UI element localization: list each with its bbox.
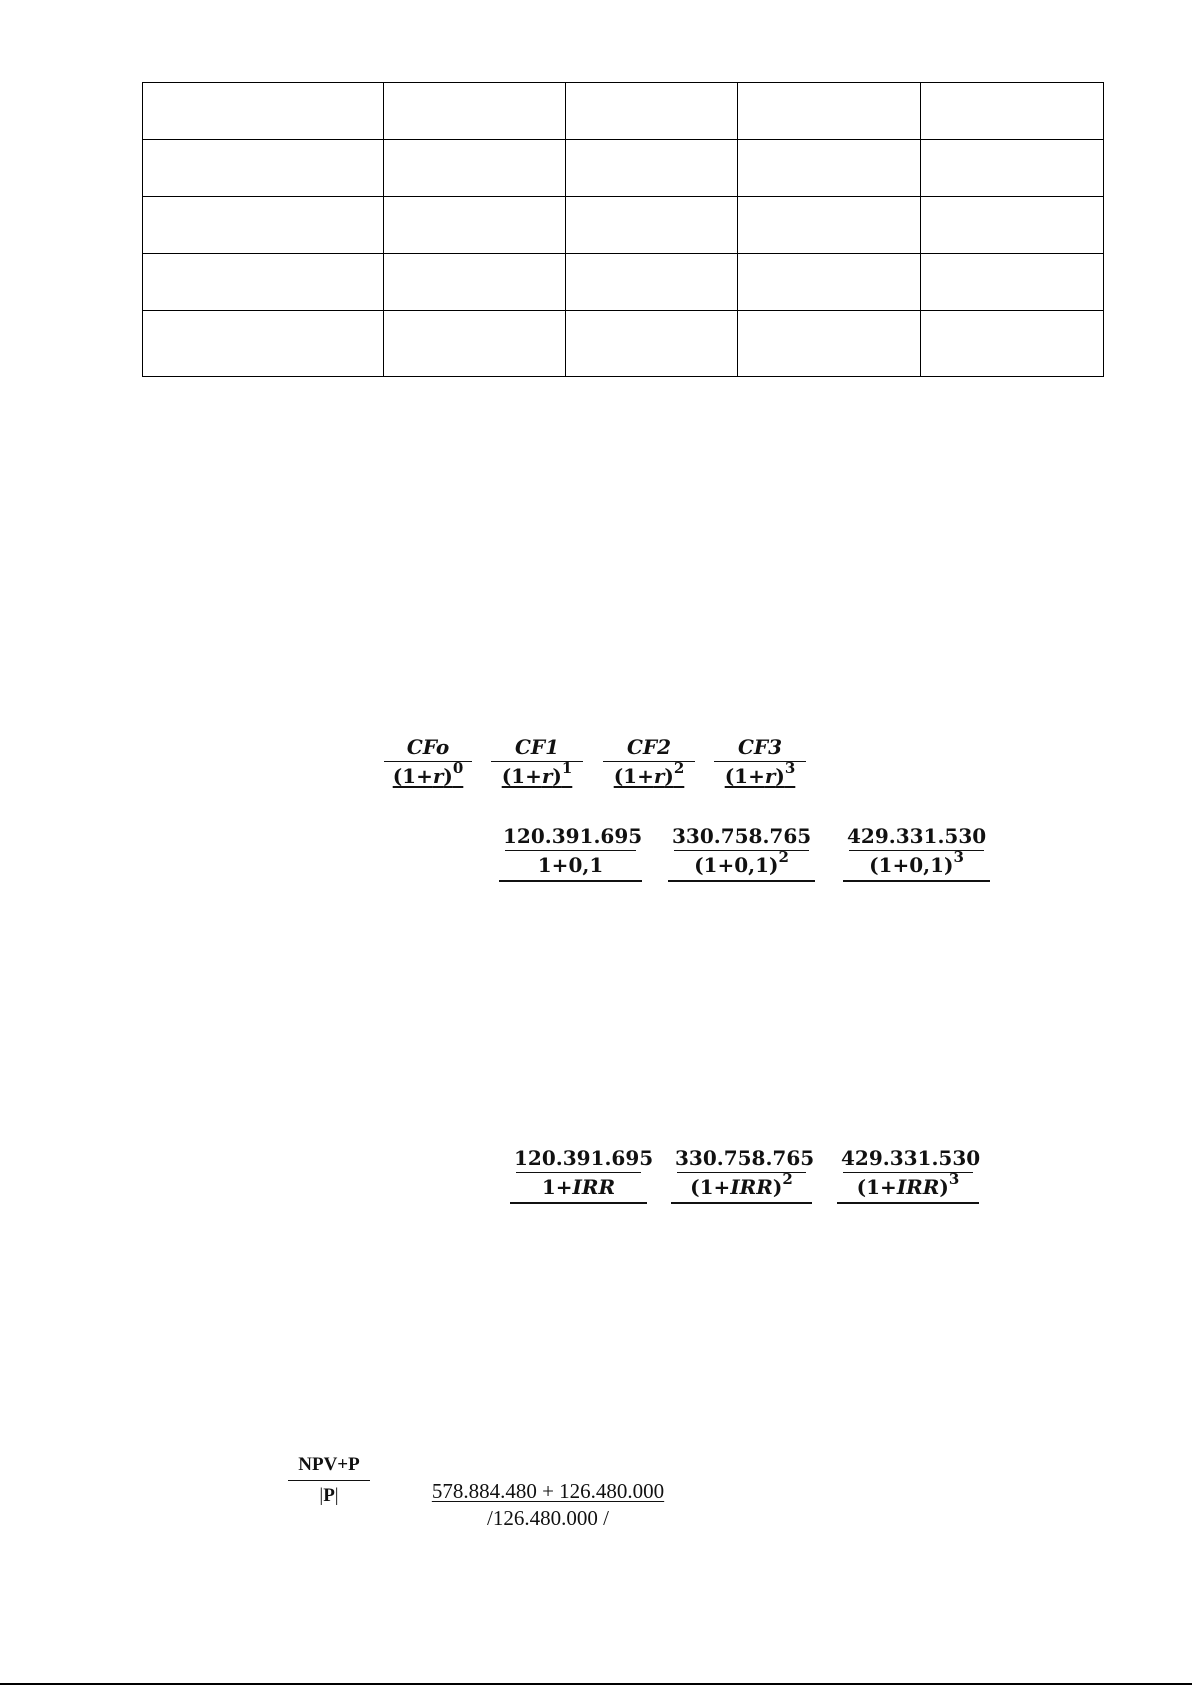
profitability-index-calculation [414,1478,682,1532]
term-numerator: 330.758.765 [675,1146,815,1170]
profitability-index-formula [288,1452,370,1509]
table-cell [921,140,1104,197]
term-denominator [603,759,695,790]
term-denominator [510,1173,647,1201]
den-close: ) [552,764,562,788]
den-var: r [541,764,553,788]
term-numerator: CFo [406,735,450,759]
table-cell [143,140,384,197]
page-bottom-rule [0,1683,1192,1685]
den-base: (1+ [501,764,542,788]
npv-term-cf0 [384,733,472,790]
abs-close: | [334,1485,339,1506]
table-row [143,197,1104,254]
empty-data-table [142,82,1104,377]
table-cell [566,83,738,140]
table-cell [143,197,384,254]
term-denominator [671,1170,812,1201]
table-cell [384,83,566,140]
table-cell [143,311,384,377]
den-pre: (1+ [856,1175,897,1199]
term-underline [499,880,642,882]
npv-term-cf1 [491,733,583,790]
den-post: ) [772,1175,783,1199]
term-numerator: CF2 [626,735,672,759]
irr-sub-term-2 [671,1144,815,1204]
den-base: (1+ [392,764,433,788]
den-close: ) [443,764,453,788]
table-cell [143,254,384,311]
table-cell [384,140,566,197]
exponent: 3 [948,1170,960,1189]
abs-var: P [323,1485,335,1506]
table-row [143,311,1104,377]
table-cell [921,197,1104,254]
term-underline [510,1202,647,1204]
table-cell [566,311,738,377]
term-denominator [837,1170,979,1201]
term-numerator: CF3 [737,735,783,759]
pi-numerator: NPV+P [298,1454,360,1475]
exponent: 2 [782,1170,793,1189]
exponent: 3 [953,848,964,867]
npv-sub-term-2 [668,822,815,882]
term-denominator [384,759,472,790]
term-numerator: 330.758.765 [672,824,812,848]
term-denominator [668,848,815,879]
term-underline [843,880,990,882]
den-pre: 1+ [541,1175,573,1199]
den-var: r [432,764,444,788]
den-pre: (1+ [690,1175,731,1199]
table-cell [921,254,1104,311]
term-numerator: CF1 [514,735,560,759]
term-underline [668,880,815,882]
term-numerator: 429.331.530 [841,1146,981,1170]
irr-sub-term-3 [837,1144,979,1204]
den-var: r [764,764,776,788]
term-underline [671,1202,812,1204]
npv-sub-term-1 [499,822,642,882]
table-row [143,254,1104,311]
pi-calc-denominator: /126.480.000 / [487,1506,609,1530]
table-cell [384,311,566,377]
den-text: 1+0,1 [537,853,604,877]
term-denominator [714,759,806,790]
fraction-bar [288,1480,370,1481]
exponent: 1 [561,759,573,778]
den-var: IRR [572,1175,616,1199]
table-row [143,83,1104,140]
exponent: 0 [452,759,464,778]
table-cell [921,311,1104,377]
den-var: r [653,764,665,788]
table-cell [566,254,738,311]
term-underline [837,1202,979,1204]
exponent: 2 [778,848,789,867]
term-denominator [843,848,990,879]
table-cell [566,140,738,197]
irr-sub-term-1 [510,1144,654,1204]
den-post: ) [939,1175,949,1199]
table-cell [566,197,738,254]
den-close: ) [664,764,674,788]
den-var: IRR [730,1175,773,1199]
term-numerator: 429.331.530 [847,824,987,848]
pi-denominator [288,1483,370,1509]
den-var: IRR [896,1175,940,1199]
npv-term-cf3 [714,733,806,790]
abs-open: | [319,1485,324,1506]
npv-term-cf2 [603,733,695,790]
table-cell [738,254,921,311]
table-cell [384,254,566,311]
npv-sub-term-3 [843,822,990,882]
table-cell [738,140,921,197]
term-denominator [491,759,583,790]
table-row [143,140,1104,197]
den-base: (1+ [724,764,765,788]
exponent: 3 [784,759,796,778]
den-base: (1+ [613,764,654,788]
den-text: (1+0,1) [869,853,954,877]
term-numerator: 120.391.695 [503,824,643,848]
pi-calc-numerator: 578.884.480 + 126.480.000 [431,1479,665,1503]
den-close: ) [775,764,785,788]
table-cell [738,197,921,254]
den-text: (1+0,1) [694,853,779,877]
table-cell [143,83,384,140]
table-cell [738,311,921,377]
term-denominator [499,851,642,879]
table-cell [921,83,1104,140]
term-numerator: 120.391.695 [514,1146,654,1170]
table-cell [738,83,921,140]
table-cell [384,197,566,254]
exponent: 2 [673,759,685,778]
